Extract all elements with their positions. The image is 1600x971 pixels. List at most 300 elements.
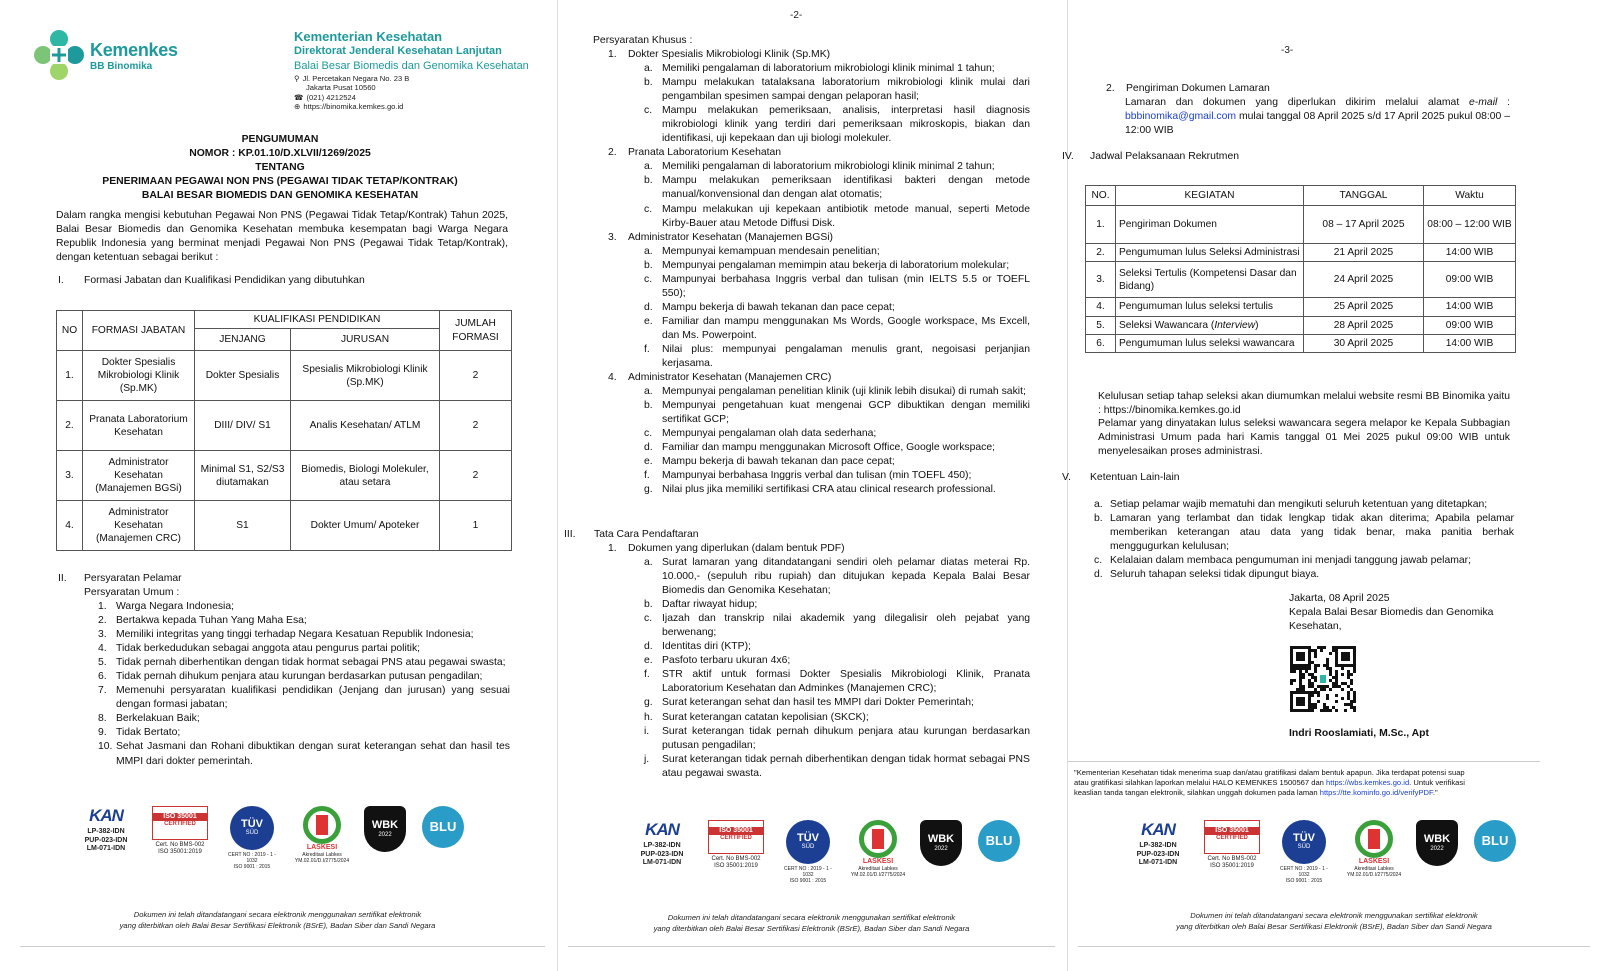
cell-jumlah: 1 (440, 501, 512, 551)
title-number: NOMOR : KP.01.10/D.XLVII/1269/2025 (189, 148, 371, 160)
list-item-text: Surat keterangan tidak pernah diberhentikan dengan tidak hormat sebagai PNS atau pegawai swasta. (662, 753, 1030, 779)
cell-kegiatan (1116, 316, 1304, 334)
list-item (98, 726, 510, 740)
th-jumlah: JUMLAH FORMASI (440, 311, 512, 351)
khusus-group-items (644, 385, 1030, 497)
intro-paragraph: Dalam rangka mengisi kebutuhan Pegawai Non PNS (Pegawai Tidak Tetap/Kontrak) Tahun 2025, Balai Besar Biomedis dan Genomika Kesehatan membuka kesempatan bagi Warga Negara Republik Indonesia yang berminat menjadi Pegawai Non PNS (Pegawai Tidak Tetap/Kontrak), dengan ketentuan sebagai berikut : (56, 210, 508, 264)
iso-sub: CERTIFIED (1216, 835, 1248, 842)
table-row (1086, 262, 1516, 298)
logo-subtext: BB Binomika (90, 61, 153, 72)
laskesi-caption: Akreditasi Labkes YM.02.01/D.I/2775/2024 (850, 866, 906, 879)
list-item-text: Mampu bekerja di bawah tekanan dan pace cepat; (662, 301, 895, 313)
list-item-text: Nilai plus: mempunyai pengalaman menulis grant, negoisasi perjanjian kerjasama. (662, 343, 1030, 370)
list-item (1094, 568, 1514, 582)
wbk-year: 2022 (934, 846, 948, 852)
list-item-text: Mampu bekerja di bawah tekanan dan pace cepat; (662, 456, 895, 468)
list-item (644, 104, 1030, 146)
tuv-caption: CERT NO : 2019 - 1 - 1032 ISO 9001 : 2015 (228, 852, 276, 870)
table-row (1086, 244, 1516, 262)
list-item-text: Surat keterangan catatan kepolisian (SKCK); (662, 711, 869, 723)
iso-title: ISO 35001 (709, 827, 763, 835)
list-item (644, 259, 1030, 273)
list-item-text: Bertakwa kepada Tuhan Yang Maha Esa; (116, 615, 307, 627)
list-item (98, 614, 510, 628)
section-1-title: Formasi Jabatan dan Kualifikasi Pendidikan yang dibutuhkan (84, 275, 365, 286)
list-item (98, 628, 510, 642)
list-item-marker: 1. (98, 601, 107, 612)
iso-sub: CERTIFIED (164, 821, 196, 828)
list-item-text: Lamaran yang terlambat dan tidak lengkap tidak akan diterima; Apabila pelamar memberikan keterangan atau data yang tidak benar, maka panitia berhak menggugurkan kelulusan; (1110, 513, 1514, 553)
title-line-4: PENERIMAAN PEGAWAI NON PNS (PEGAWAI TIDAK TETAP/KONTRAK) (102, 176, 458, 188)
khusus-group-number: 2. (608, 147, 617, 159)
page-2 (557, 0, 1065, 971)
table-row (57, 401, 512, 451)
cell-tanggal: 21 April 2025 (1304, 244, 1424, 262)
blu-badge (976, 820, 1022, 862)
list-item-marker: a. (644, 161, 653, 173)
ketentuan-list (1094, 498, 1514, 582)
tuv-sub: SÜD (245, 829, 259, 836)
list-item-text: Tidak pernah dihukum penjara atau kurungan berdasarkan putusan pengadilan; (116, 671, 483, 683)
phone-icon: ☎ (294, 92, 304, 102)
cell-waktu: 09:00 WIB (1424, 316, 1516, 334)
kan-logo-icon: KAN (89, 806, 123, 825)
divider (1078, 946, 1590, 947)
verify-pdf-link[interactable]: https://tte.kominfo.go.id/verifyPDF (1319, 787, 1433, 797)
section-3-title: Tata Cara Pendaftaran (594, 529, 699, 540)
tuv-badge (1274, 820, 1334, 884)
laskesi-title: LASKESI (1358, 858, 1390, 865)
cell-kegiatan: Pengumuman lulus seleksi tertulis (1116, 298, 1304, 316)
list-item (644, 696, 1030, 710)
page-1 (0, 0, 555, 971)
list-item-text: Familiar dan mampu menggunakan Microsoft Office, Google workspace; (662, 442, 996, 454)
dokumen-title: Dokumen yang diperlukan (dalam bentuk PDF) (628, 543, 845, 554)
page-number: -3- (1281, 45, 1294, 56)
kegiatan-text-italic: Interview (1214, 319, 1256, 331)
kegiatan-text-b: ) (1255, 319, 1259, 331)
pelamar-text: Pelamar yang dinyatakan lulus seleksi wawancara segera melapor ke Kepala Subbagian Administrasi Umum pada hari Kamis tanggal 01 Mei 2025 pukul 09:00 WIB untuk menyelesaikan proses administrasi. (1098, 418, 1510, 458)
sign-role: Kepala Balai Besar Biomedis dan Genomika Kesehatan, (1289, 607, 1494, 633)
section-3-number: III. (564, 529, 576, 540)
cell-formasi: Pranata Laboratorium Kesehatan (83, 401, 195, 451)
divider (20, 946, 545, 947)
persyaratan-umum-list (98, 600, 510, 769)
khusus-group-items (644, 245, 1030, 371)
list-item-text: Identitas diri (KTP); (662, 641, 751, 653)
footer-line-2: yang diterbitkan oleh Balai Besar Sertifikasi Elektronik (BSrE), Badan Siber dan Sandi Negara (1176, 921, 1492, 931)
iso-badge (708, 820, 764, 870)
cell-no: 1. (1086, 206, 1116, 244)
cell-waktu: 14:00 WIB (1424, 244, 1516, 262)
list-item-marker: a. (644, 245, 653, 257)
list-item-marker: g. (644, 484, 653, 496)
list-item (644, 725, 1030, 753)
section-1-heading (58, 274, 365, 288)
th-jurusan: JURUSAN (291, 329, 440, 351)
anti-gratification-notice (1074, 768, 1476, 798)
dokumen-heading (608, 542, 845, 556)
list-item-text: Memiliki pengalaman di laboratorium mikrobiologi klinik minimal 2 tahun; (662, 161, 995, 173)
list-item-marker: 5. (98, 657, 107, 669)
page-3 (1062, 0, 1600, 971)
wbk-year: 2022 (1430, 846, 1444, 852)
laskesi-badge (1344, 820, 1404, 878)
list-item-marker: b. (644, 77, 653, 89)
list-item (98, 600, 510, 614)
list-item-text: Mampu melakukan pemeriksaan, analisis, interpretasi hasil diagnosis mikrobiologi klinik yang terdiri dari pemeriksaan mikroskopis, biakan dan identifikasi, uji kepekaan dan uji biologi molekuler. (662, 105, 1030, 145)
table-row (57, 351, 512, 401)
address-line-2: Jakarta Pusat 10560 (306, 83, 376, 93)
wbk-shield-icon (364, 806, 406, 852)
list-item-text: Pasfoto terbaru ukuran 4x6; (662, 655, 791, 667)
list-item-text: Surat lamaran yang ditandatangani sendiri oleh pelamar diatas meterai Rp. 10.000,- (sepuluh ribu rupiah) dan ditujukan kepada Kepala Balai Besar Biomedis dan Genomika Kesehatan; (662, 557, 1030, 597)
cell-waktu: 14:00 WIB (1424, 334, 1516, 352)
cell-no: 4. (57, 501, 83, 551)
certification-badges (630, 820, 1022, 884)
khusus-group-number: 1. (608, 49, 617, 60)
tuv-badge (222, 806, 282, 870)
cell-formasi: Administrator Kesehatan (Manajemen CRC) (83, 501, 195, 551)
iso-sub: CERTIFIED (720, 835, 752, 842)
list-item-marker: b. (1094, 513, 1103, 525)
cell-jenjang: Minimal S1, S2/S3 diutamakan (195, 451, 291, 501)
table-row (1086, 206, 1516, 244)
footer-line-2: yang diterbitkan oleh Balai Besar Sertifikasi Elektronik (BSrE), Badan Siber dan Sandi Negara (653, 923, 970, 933)
list-item-marker: c. (644, 273, 653, 285)
list-item (644, 469, 1030, 483)
pengiriman-heading (1106, 82, 1270, 96)
kegiatan-text-a: Seleksi Wawancara ( (1119, 319, 1215, 331)
list-item-marker: 10. (98, 741, 113, 753)
list-item (644, 654, 1030, 668)
certification-badges (74, 806, 466, 870)
khusus-group-heading (608, 146, 1030, 160)
laskesi-caption: Akreditasi Labkes YM.02.01/D.I/2775/2024 (294, 852, 350, 865)
list-item-marker: c. (1094, 555, 1103, 567)
table-row (57, 501, 512, 551)
list-item-marker: c. (644, 203, 653, 215)
pengiriman-text-a: Lamaran dan dokumen yang diperlukan dikirim melalui alamat (1125, 97, 1460, 108)
kan-badge (74, 806, 138, 854)
cross-icon (1368, 829, 1380, 849)
blu-badge (1472, 820, 1518, 862)
cell-kegiatan: Pengumuman lulus seleksi wawancara (1116, 334, 1304, 352)
laskesi-icon (1355, 820, 1393, 858)
list-item (644, 556, 1030, 598)
website[interactable]: https://binomika.kemkes.go.id (303, 102, 404, 112)
section-2-title: Persyaratan Pelamar (84, 573, 182, 584)
laskesi-caption: Akreditasi Labkes YM.02.01/D.I/2775/2024 (1346, 866, 1402, 879)
list-item-marker: e. (644, 655, 653, 667)
cell-kegiatan: Pengumuman lulus Seleksi Administrasi (1116, 244, 1304, 262)
list-item (644, 76, 1030, 104)
email-link[interactable]: bbbinomika@gmail.com (1125, 111, 1237, 123)
footer-line-1: Dokumen ini telah ditandatangani secara elektronik menggunakan sertifikat elektronik (1190, 911, 1478, 920)
formasi-table (56, 310, 512, 551)
phone-number: (021) 4212524 (306, 92, 356, 102)
list-item-text: Daftar riwayat hidup; (662, 599, 758, 611)
cell-no: 4. (1086, 298, 1116, 316)
khusus-group-heading (608, 48, 1030, 62)
iso-caption: Cert. No BMS-002 ISO 35001:2019 (711, 856, 761, 870)
list-item-marker: f. (644, 470, 650, 482)
table-row (1086, 298, 1516, 316)
wbk-year: 2022 (378, 832, 392, 838)
notice-text-c: ." (1432, 787, 1438, 797)
list-item (644, 385, 1030, 399)
khusus-group-title: Administrator Kesehatan (Manajemen BGSi) (628, 231, 834, 243)
section-5-number: V. (1062, 472, 1071, 483)
wbk-badge (918, 820, 964, 866)
header-address (294, 74, 409, 112)
section-4-title: Jadwal Pelaksanaan Rekrutmen (1090, 151, 1240, 162)
kan-logo-icon: KAN (645, 820, 679, 839)
tuv-badge (778, 820, 838, 884)
khusus-group-title: Pranata Laboratorium Kesehatan (628, 147, 782, 159)
th-no: NO. (1086, 186, 1116, 206)
iso-badge (152, 806, 208, 856)
page-number: -2- (790, 10, 803, 21)
list-item-marker: b. (644, 599, 653, 611)
list-item (1094, 554, 1514, 568)
table-row (1086, 334, 1516, 352)
persyaratan-khusus-title: Persyaratan Khusus : (593, 35, 693, 46)
khusus-group-heading (608, 371, 1030, 385)
list-item-text: Kelalaian dalam membaca pengumuman ini menjadi tanggung jawab pelamar; (1110, 555, 1472, 567)
list-item-marker: g. (644, 697, 653, 709)
announcement-title (40, 133, 520, 203)
list-item (98, 740, 510, 768)
list-item-marker: d. (644, 301, 653, 313)
list-item-text: Mampunyai berbahasa Inggris verbal dan tulisan (min TOEFL 450); (662, 470, 972, 482)
list-item (98, 712, 510, 726)
laskesi-icon (859, 820, 897, 858)
list-item-marker: d. (1094, 569, 1103, 581)
tuv-text: TÜV (797, 831, 819, 844)
list-item-marker: 2. (98, 615, 107, 627)
header-ministry: Kementerian Kesehatan (294, 29, 443, 44)
list-item (644, 203, 1030, 231)
list-item-text: Mampu melakukan pemeriksaan identifikasi bakteri dengan metode manual/konvensional dan dengan alat otomatis; (662, 175, 1030, 201)
list-item-text: Surat keterangan tidak pernah dihukum penjara atau kurungan berdasarkan putusan pengadilan; (662, 725, 1030, 751)
blu-badge (420, 806, 466, 848)
list-item-marker: c. (644, 613, 653, 625)
list-item-text: Mampu melakukan tatalaksana laboratorium mikrobiologi klinik mulai dari pengambilan spesimen sampai dengan pelaporan hasil; (662, 77, 1030, 103)
cell-formasi: Administrator Kesehatan (Manajemen BGSi) (83, 451, 195, 501)
list-item-marker: a. (644, 63, 653, 75)
list-item (644, 612, 1030, 640)
wbk-shield-icon (1416, 820, 1458, 866)
list-item (644, 483, 1030, 497)
globe-icon: ⊕ (294, 102, 301, 112)
wbk-text: WBK (1423, 832, 1451, 845)
list-item-text: Seluruh tahapan seleksi tidak dipungut biaya. (1110, 569, 1320, 581)
iso-certified-icon (708, 820, 764, 854)
list-item-marker: 8. (98, 713, 107, 725)
cell-tanggal: 08 – 17 April 2025 (1304, 206, 1424, 244)
section-4-number: IV. (1062, 151, 1074, 162)
list-item-text: Sehat Jasmani dan Rohani dibuktikan dengan surat keterangan sehat dan hasil tes MMPI dari dokter pemerintah. (116, 741, 510, 767)
blu-logo-icon: BLU (1474, 820, 1516, 862)
signer-name: Indri Rooslamiati, M.Sc., Apt (1289, 728, 1429, 739)
section-3-heading (564, 528, 699, 542)
cell-jenjang: DIII/ DIV/ S1 (195, 401, 291, 451)
list-item-text: Mempunyai pengalaman memimpin atau bekerja di laboratorium molekular; (662, 259, 1010, 271)
table-row (1086, 316, 1516, 334)
list-item-text: Memiliki pengalaman di laboratorium mikrobiologi klinik minimal 1 tahun; (662, 63, 995, 75)
khusus-group-heading (608, 231, 1030, 245)
list-item-marker: 7. (98, 685, 107, 697)
blu-logo-icon: BLU (978, 820, 1020, 862)
list-item (644, 245, 1030, 259)
cell-tanggal: 30 April 2025 (1304, 334, 1424, 352)
tuv-sud-icon (230, 806, 274, 850)
pengiriman-title: Pengiriman Dokumen Lamaran (1126, 83, 1270, 94)
kan-badge (630, 820, 694, 868)
kan-codes: LP-382-IDN PUP-023-IDN LM-071-IDN (1136, 842, 1180, 867)
list-item (644, 343, 1030, 371)
title-line-3: TENTANG (255, 162, 305, 174)
khusus-group-title: Administrator Kesehatan (Manajemen CRC) (628, 372, 832, 384)
list-item-marker: 3. (98, 629, 107, 641)
footer-note (0, 910, 555, 931)
list-item-text: Mempunyai kemampuan mendesain penelitian; (662, 245, 880, 257)
laskesi-title: LASKESI (862, 858, 894, 865)
tuv-text: TÜV (241, 817, 263, 830)
table-row (57, 451, 512, 501)
tuv-caption: CERT NO : 2019 - 1 - 1032 ISO 9001 : 2015 (784, 866, 832, 884)
list-item (644, 598, 1030, 612)
tuv-sud-icon (1282, 820, 1326, 864)
list-item-text: Mempunyai pengetahuan kuat mengenai GCP dibuktikan dengan memiliki sertifikat GCP; (662, 400, 1030, 426)
footer-line-2: yang diterbitkan oleh Balai Besar Sertifikasi Elektronik (BSrE), Badan Siber dan Sandi Negara (119, 920, 436, 930)
section-5-heading (1062, 471, 1180, 485)
section-4-heading (1062, 150, 1239, 164)
list-item (98, 656, 510, 670)
cell-no: 5. (1086, 316, 1116, 334)
list-item-text: Nilai plus jika memiliki sertifikasi CRA atau clinical research professional. (662, 484, 996, 496)
cross-icon (872, 829, 884, 849)
header-unit: Balai Besar Biomedis dan Genomika Kesehatan (294, 60, 529, 72)
th-kualifikasi: KUALIFIKASI PENDIDIKAN (195, 311, 440, 329)
list-item-marker: c. (644, 105, 653, 117)
blu-logo-icon: BLU (422, 806, 464, 848)
list-item (98, 684, 510, 712)
section-5-title: Ketentuan Lain-lain (1090, 472, 1180, 483)
list-item-marker: f. (644, 669, 650, 681)
list-item-marker: d. (644, 442, 653, 454)
list-item (644, 315, 1030, 343)
list-item-text: Warga Negara Indonesia; (116, 601, 235, 612)
cell-formasi: Dokter Spesialis Mikrobiologi Klinik (Sp.MK) (83, 351, 195, 401)
list-item (644, 668, 1030, 696)
khusus-group-items (644, 160, 1030, 230)
cell-tanggal: 28 April 2025 (1304, 316, 1424, 334)
list-item-text: Memenuhi persyaratan kualifikasi pendidikan (Jenjang dan jurusan) yang sesuai dengan formasi jabatan; (116, 685, 510, 711)
list-item-marker: d. (644, 641, 653, 653)
cell-jurusan: Spesialis Mikrobiologi Klinik (Sp.MK) (291, 351, 440, 401)
list-item-text: Setiap pelamar wajib mematuhi dan mengikuti seluruh ketentuan yang ditetapkan; (1110, 499, 1488, 510)
cell-tanggal: 24 April 2025 (1304, 262, 1424, 298)
list-item-text: STR aktif untuk formasi Dokter Spesialis Mikrobiologi Klinik, Pranata Laboratorium Kesehatan dan Adminkes (Manajemen CRC); (662, 669, 1030, 695)
header-directorate: Direktorat Jenderal Kesehatan Lanjutan (294, 45, 502, 57)
list-item-marker: e. (644, 315, 653, 327)
tuv-sub: SÜD (1297, 843, 1311, 850)
list-item-marker: b. (644, 175, 653, 187)
certification-badges (1126, 820, 1518, 884)
persyaratan-khusus-list (608, 48, 1030, 498)
laskesi-badge (848, 820, 908, 878)
tuv-caption: CERT NO : 2019 - 1 - 1032 ISO 9001 : 2015 (1280, 866, 1328, 884)
list-item (644, 711, 1030, 725)
list-item (98, 670, 510, 684)
notice-text-b: . Untuk verifikasi keaslian tanda tangan elektronik, silahkan unggah dokumen pada laman (1074, 777, 1465, 797)
iso-badge (1204, 820, 1260, 870)
wbk-shield-icon (920, 820, 962, 866)
th-jenjang: JENJANG (195, 329, 291, 351)
list-item-text: Mampu melakukan uji kepekaan antibiotik metode manual, seperti Metode Kirby-Bauer atau Metode Diffusi Disk. (662, 203, 1030, 229)
list-item-marker: a. (644, 386, 653, 398)
divider (1068, 761, 1540, 762)
signature-block (1289, 592, 1509, 634)
persyaratan-umum-title: Persyaratan Umum : (84, 587, 180, 598)
address-line-1: Jl. Percetakan Negara No. 23 B (302, 74, 410, 83)
list-item-text: Ijazah dan transkrip nilai akademik yang dilegalisir oleh pejabat yang berwenang; (662, 613, 1030, 639)
laskesi-title: LASKESI (306, 844, 338, 851)
cell-jenjang: Dokter Spesialis (195, 351, 291, 401)
khusus-group-title: Dokter Spesialis Mikrobiologi Klinik (Sp.MK) (628, 49, 831, 60)
qr-code-icon (1290, 646, 1356, 712)
list-item (644, 301, 1030, 315)
laskesi-icon (303, 806, 341, 844)
list-item-marker: e. (644, 456, 653, 468)
iso-certified-icon (1204, 820, 1260, 854)
sign-place-date: Jakarta, 08 April 2025 (1289, 593, 1390, 604)
list-item-text: Tidak Bertato; (116, 727, 181, 739)
list-item (644, 273, 1030, 301)
email-label: e-mail (1469, 97, 1498, 108)
cell-kegiatan: Pengiriman Dokumen (1116, 206, 1304, 244)
cell-jenjang: S1 (195, 501, 291, 551)
wbs-link[interactable]: https://wbs.kemkes.go.id (1326, 777, 1410, 787)
logo-text: Kemenkes (90, 40, 178, 60)
cell-no: 6. (1086, 334, 1116, 352)
list-item-text: Familiar dan mampu menggunakan Ms Words, Google workspace, Ms Excell, dan Ms. Powerpoint. (662, 315, 1030, 341)
list-item-marker: a. (1094, 499, 1103, 510)
cell-no: 2. (57, 401, 83, 451)
list-item-marker: c. (644, 428, 653, 440)
kan-codes: LP-382-IDN PUP-023-IDN LM-071-IDN (640, 842, 684, 867)
list-item (644, 441, 1030, 455)
footer-note (1068, 911, 1600, 932)
th-kegiatan: KEGIATAN (1116, 186, 1304, 206)
list-item (644, 160, 1030, 174)
title-line-5: BALAI BESAR BIOMEDIS DAN GENOMIKA KESEHATAN (141, 190, 419, 202)
wbk-badge (362, 806, 408, 852)
list-item-marker: 6. (98, 671, 107, 683)
jadwal-table (1085, 185, 1516, 353)
footer-line-1: Dokumen ini telah ditandatangani secara elektronik menggunakan sertifikat elektronik (133, 910, 422, 919)
location-icon: ⚲ (294, 74, 300, 83)
notice-text-a: "Kementerian Kesehatan tidak menerima suap dan/atau gratifikasi dalam bentuk apapun. Jika terdapat potensi suap atau gratifikasi silahkan laporkan melalui HALO KEMENKES 1500567 dan (1074, 768, 1465, 787)
cell-waktu: 09:00 WIB (1424, 262, 1516, 298)
list-item-marker: b. (644, 400, 653, 412)
cell-no: 1. (57, 351, 83, 401)
iso-caption: Cert. No BMS-002 ISO 35001:2019 (1207, 856, 1257, 870)
iso-title: ISO 35001 (153, 813, 207, 821)
iso-title: ISO 35001 (1205, 827, 1259, 835)
